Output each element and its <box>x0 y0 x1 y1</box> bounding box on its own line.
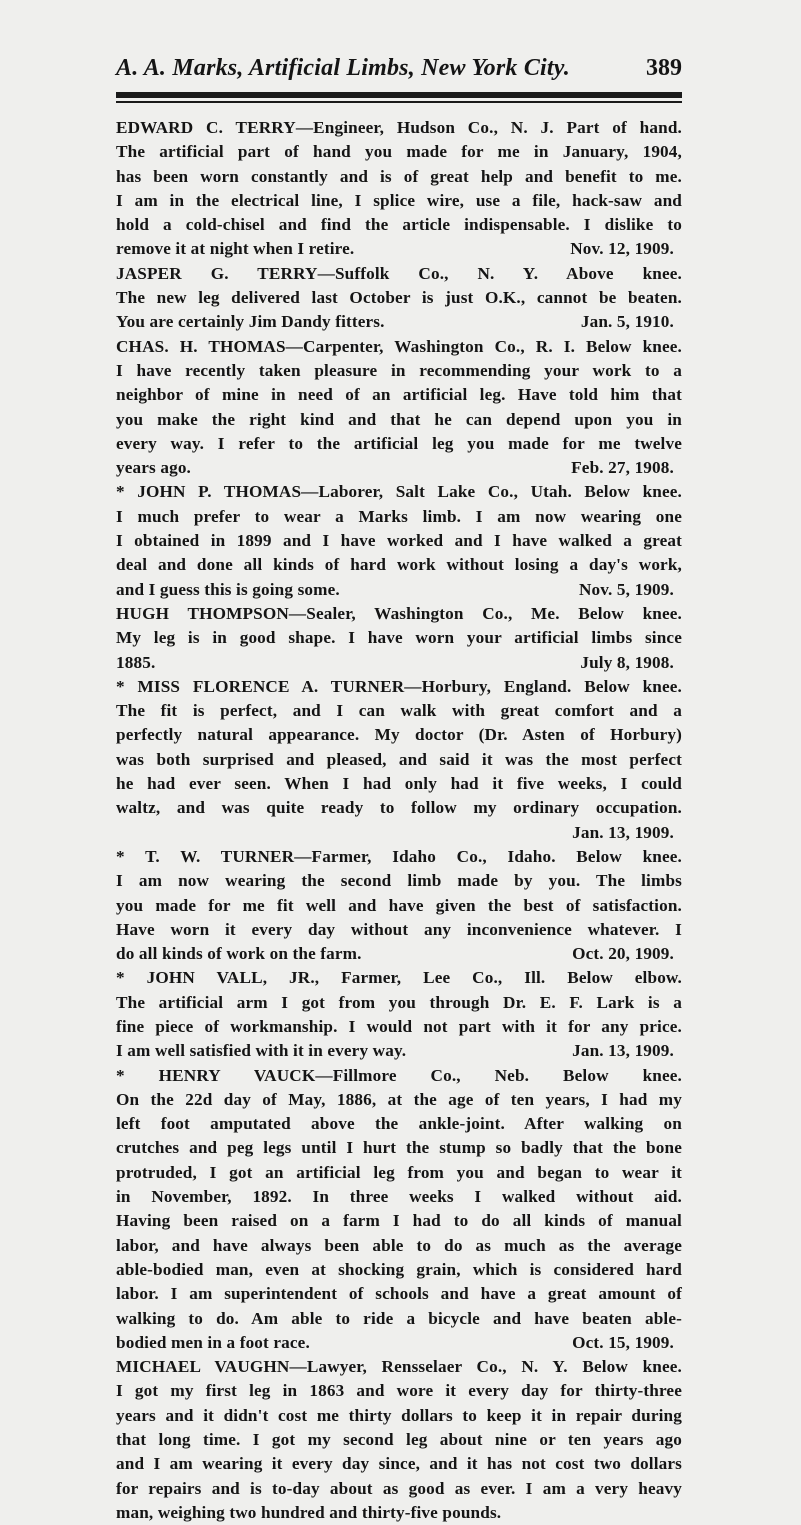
testimonial-entry <box>116 966 682 1063</box>
testimonial-date: Jan. 5, 1910. <box>580 312 674 332</box>
text-line: CHAS. H. THOMAS—Carpenter, Washington Co., R. I. Below knee. <box>116 336 682 356</box>
text-line: left foot amputated above the ankle-joint. After walking on <box>116 1114 682 1134</box>
text-line: The fit is perfect, and I can walk with great comfort and a <box>116 701 682 721</box>
text-line: was both surprised and pleased, and said it was the most perfect <box>116 749 682 769</box>
closing-text: bodied men in a foot race. <box>116 1332 310 1352</box>
text-line: MICHAEL VAUGHN—Lawyer, Rensselaer Co., N. Y. Below knee. <box>116 1357 682 1377</box>
running-title: A. A. Marks, Artificial Limbs, New York City. <box>116 55 570 81</box>
testimonial-entry <box>116 675 682 845</box>
testimonial-entry <box>116 845 682 966</box>
text-line: perfectly natural appearance. My doctor (Dr. Asten of Horbury) <box>116 725 682 745</box>
text-line: and I am wearing it every day since, and it has not cost two dollars <box>116 1454 682 1474</box>
text-line: The artificial part of hand you made for me in January, 1904, <box>116 142 682 162</box>
closing-text: 1885. <box>116 652 156 672</box>
text-line: JASPER G. TERRY—Suffolk Co., N. Y. Above knee. <box>116 263 682 283</box>
closing-text: years ago. <box>116 458 192 478</box>
closing-line <box>116 1501 682 1525</box>
closing-line <box>116 821 682 845</box>
text-line: every way. I refer to the artificial leg you made for me twelve <box>116 433 682 453</box>
text-line: I got my first leg in 1863 and wore it every day for thirty-three <box>116 1381 682 1401</box>
text-line: labor. I am superintendent of schools and have a great amount of <box>116 1284 682 1304</box>
text-line: has been worn constantly and is of great help and benefit to me. <box>116 166 682 186</box>
text-line: that long time. I got my second leg about nine or ten years ago <box>116 1430 682 1450</box>
text-line: deal and done all kinds of hard work without losing a day's work, <box>116 555 682 575</box>
text-line: * JOHN P. THOMAS—Laborer, Salt Lake Co., Utah. Below knee. <box>116 482 682 502</box>
testimonial-entry <box>116 1064 682 1356</box>
closing-text: remove it at night when I retire. <box>116 239 355 259</box>
running-header <box>0 50 801 86</box>
header-rule-thin <box>116 101 682 103</box>
text-line: * HENRY VAUCK—Fillmore Co., Neb. Below knee. <box>116 1065 682 1085</box>
text-line: EDWARD C. TERRY—Engineer, Hudson Co., N. J. Part of hand. <box>116 118 682 137</box>
closing-line <box>116 456 682 480</box>
closing-line <box>116 1039 682 1063</box>
closing-text: You are certainly Jim Dandy fitters. <box>116 312 385 332</box>
closing-line <box>116 1331 682 1355</box>
closing-line <box>116 310 682 334</box>
testimonial-entry <box>116 116 682 262</box>
testimonial-date: Nov. 12, 1909. <box>570 239 674 259</box>
testimonial-date: Jan. 13, 1909. <box>572 1041 674 1061</box>
text-line: walking to do. Am able to ride a bicycle and have beaten able- <box>116 1308 682 1328</box>
text-line: I obtained in 1899 and I have worked and I have walked a great <box>116 531 682 551</box>
text-line: waltz, and was quite ready to follow my ordinary occupation. <box>116 798 682 818</box>
closing-line <box>116 237 682 261</box>
text-line: protruded, I got an artificial leg from you and began to wear it <box>116 1162 682 1182</box>
testimonial-date: Feb. 27, 1908. <box>571 458 674 478</box>
text-line: Have worn it every day without any inconvenience whatever. I <box>116 919 682 939</box>
text-line: hold a cold-chisel and find the article indispensable. I dislike to <box>116 215 682 235</box>
page-number: 389 <box>646 55 682 81</box>
text-line: I am in the electrical line, I splice wire, use a file, hack-saw and <box>116 190 682 210</box>
testimonial-entry <box>116 335 682 481</box>
text-line: for repairs and is to-day about as good as ever. I am a very heavy <box>116 1478 682 1498</box>
closing-line <box>116 942 682 966</box>
text-line: years and it didn't cost me thirty dollars to keep it in repair during <box>116 1405 682 1425</box>
text-line: I have recently taken pleasure in recommending your work to a <box>116 360 682 380</box>
text-line: fine piece of workmanship. I would not part with it for any price. <box>116 1016 682 1036</box>
text-line: * JOHN VALL, JR., Farmer, Lee Co., Ill. Below elbow. <box>116 968 682 988</box>
text-line: labor, and have always been able to do as much as the average <box>116 1235 682 1255</box>
text-line: My leg is in good shape. I have worn your artificial limbs since <box>116 628 682 648</box>
testimonial-date <box>674 1501 682 1525</box>
text-line: neighbor of mine in need of an artificial leg. Have told him that <box>116 385 682 405</box>
header-rule-thick <box>116 92 682 98</box>
testimonial-entry <box>116 602 682 675</box>
text-line: he had ever seen. When I had only had it five weeks, I could <box>116 774 682 794</box>
closing-line <box>116 651 682 675</box>
text-line: On the 22d day of May, 1886, at the age of ten years, I had my <box>116 1089 682 1109</box>
text-line: I am now wearing the second limb made by you. The limbs <box>116 871 682 891</box>
closing-text: and I guess this is going some. <box>116 579 340 599</box>
closing-text: I am well satisfied with it in every way. <box>116 1041 407 1061</box>
text-line: you made for me fit well and have given the best of satisfaction. <box>116 895 682 915</box>
text-line: * T. W. TURNER—Farmer, Idaho Co., Idaho. Below knee. <box>116 846 682 866</box>
testimonial-date: Oct. 15, 1909. <box>572 1332 674 1352</box>
text-line: Having been raised on a farm I had to do all kinds of manual <box>116 1211 682 1231</box>
testimonial-date: Nov. 5, 1909. <box>578 579 674 599</box>
text-line: The new leg delivered last October is just O.K., cannot be beaten. <box>116 288 682 308</box>
testimonials-body <box>116 116 682 1525</box>
text-line: The artificial arm I got from you through Dr. E. F. Lark is a <box>116 992 682 1012</box>
text-line: I much prefer to wear a Marks limb. I am now wearing one <box>116 506 682 526</box>
closing-text: do all kinds of work on the farm. <box>116 944 362 964</box>
testimonial-entry <box>116 1355 682 1525</box>
testimonial-date: Oct. 20, 1909. <box>572 944 674 964</box>
testimonial-date: Jan. 13, 1909. <box>572 822 674 842</box>
text-line: you make the right kind and that he can depend upon you in <box>116 409 682 429</box>
text-line: crutches and peg legs until I hurt the stump so badly that the bone <box>116 1138 682 1158</box>
closing-line <box>116 578 682 602</box>
testimonial-entry <box>116 480 682 601</box>
testimonial-date: July 8, 1908. <box>580 652 674 672</box>
text-line: in November, 1892. In three weeks I walked without aid. <box>116 1187 682 1207</box>
text-line: HUGH THOMPSON—Sealer, Washington Co., Me. Below knee. <box>116 603 682 623</box>
text-line: able-bodied man, even at shocking grain, which is considered hard <box>116 1259 682 1279</box>
text-line: * MISS FLORENCE A. TURNER—Horbury, England. Below knee. <box>116 676 682 696</box>
closing-text: man, weighing two hundred and thirty-five pounds. <box>116 1502 502 1522</box>
testimonial-entry <box>116 262 682 335</box>
